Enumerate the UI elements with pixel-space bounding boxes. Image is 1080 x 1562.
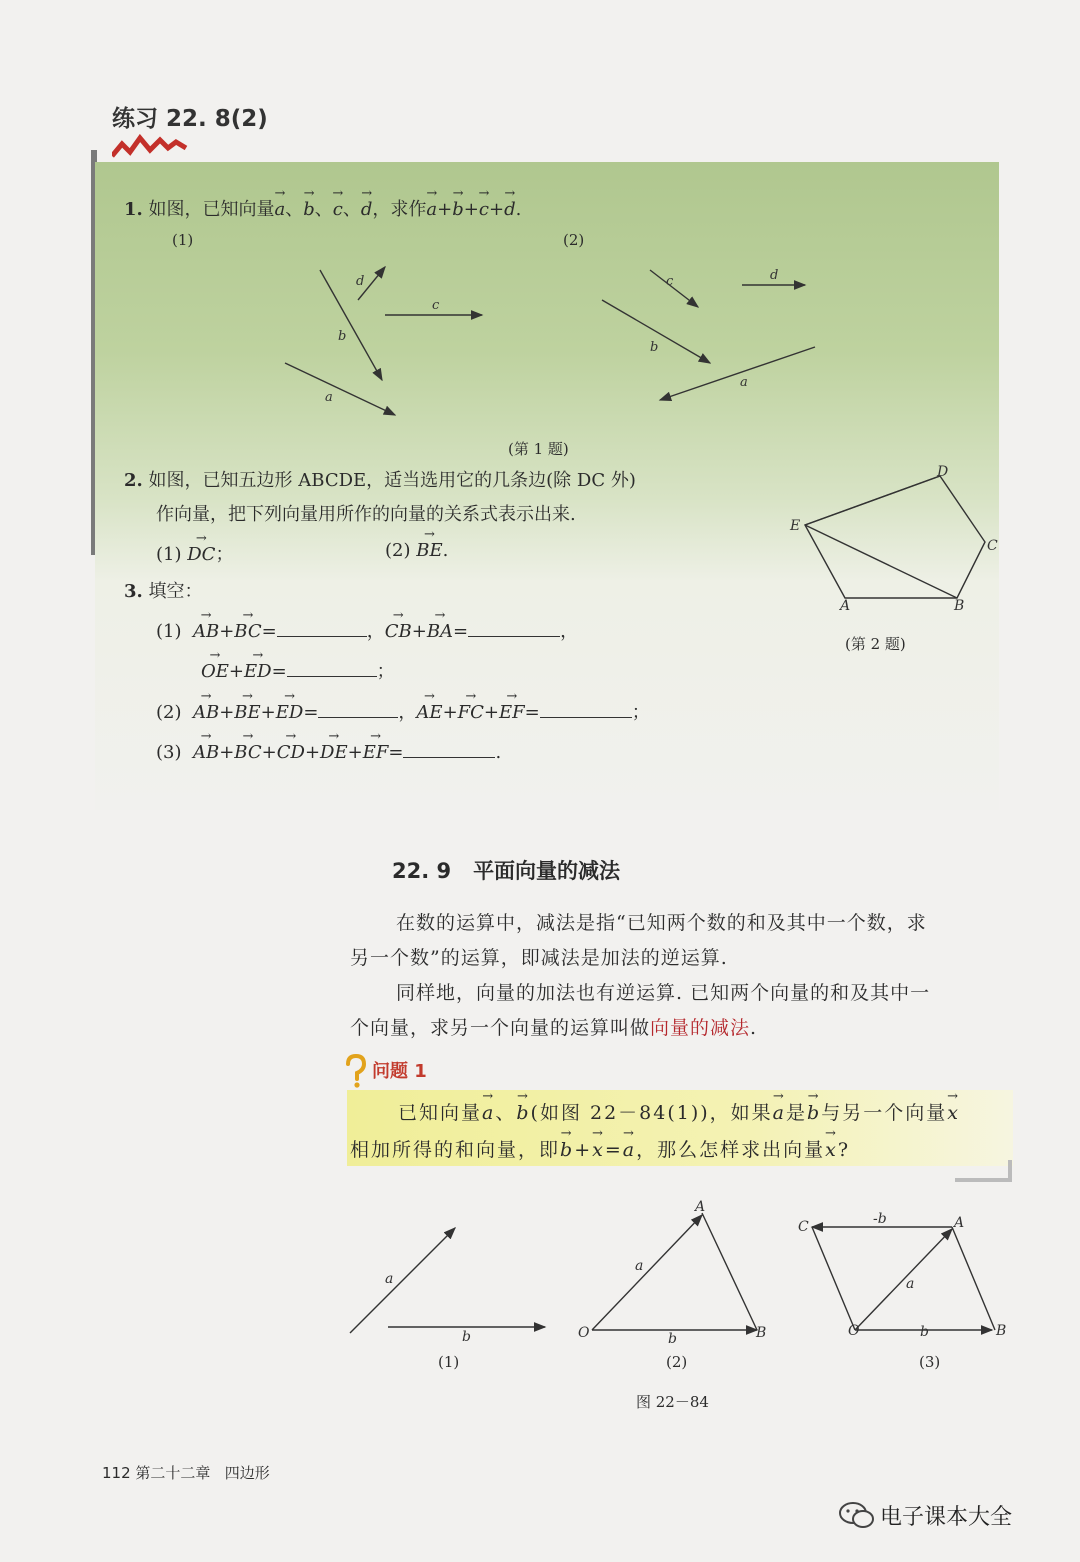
blank-4[interactable] — [318, 699, 398, 718]
vec-a: → a — [275, 199, 286, 220]
fig84-1-label-a: a — [385, 1271, 394, 1287]
blank-5[interactable] — [540, 699, 632, 718]
q2-item2: (2) → BE. — [385, 540, 448, 561]
blank-6[interactable] — [403, 739, 495, 758]
fig84-sub1: (1) — [438, 1353, 460, 1371]
fig84-2-label-o: O — [578, 1325, 590, 1341]
para2-line2: 个向量，求另一个向量的运算叫做向量的减法. — [350, 1017, 758, 1039]
vec-b: → b — [303, 199, 315, 220]
fig84-3-label-b: b — [920, 1324, 929, 1340]
q1-number: 1. — [124, 199, 143, 220]
q2-line1: 2. 如图，已知五边形 ABCDE，适当选用它的几条边(除 DC 外) — [124, 470, 636, 491]
corner-bracket — [955, 1160, 1015, 1188]
fig84-sub2: (2) — [666, 1353, 688, 1371]
section-heading — [392, 855, 620, 885]
pent-label-e: E — [790, 518, 801, 534]
q1-text: 1. 如图，已知向量→ a、→ b、→ c、→ d，求作→ a+→ b+→ c+→ d. — [124, 195, 521, 221]
section-title: 平面向量的减法 — [473, 859, 621, 883]
fig1-label-d: d — [356, 274, 365, 289]
fig84-3-label-o: O — [848, 1323, 860, 1339]
fig1-label-c: c — [432, 298, 440, 313]
key-term: 向量的减法 — [650, 1017, 751, 1039]
q3-line2: (2) → AB+→ BE+→ ED= ，→ AE+→ FC+→ EF= ； — [156, 698, 650, 724]
fig1-label-a: a — [325, 390, 333, 405]
blank-1[interactable] — [277, 618, 367, 637]
section-number: 22. 9 — [392, 859, 452, 883]
fig2-label-a: a — [740, 375, 748, 390]
pentagon-figure — [785, 460, 1005, 620]
figure-22-84 — [340, 1195, 1020, 1375]
fig1-label-b: b — [338, 329, 347, 344]
q3-title: 3. 填空： — [124, 581, 203, 602]
fig84-sub3: (3) — [919, 1353, 941, 1371]
vec-c: → c — [333, 199, 343, 220]
pent-label-d: D — [937, 464, 949, 480]
chapter-title: 四边形 — [224, 1464, 270, 1482]
blank-2[interactable] — [468, 618, 560, 637]
q2-item1: (1) → DC； — [156, 540, 233, 566]
fig2-label-b: b — [650, 340, 659, 355]
exercise-title: 练习 22. 8(2) — [112, 106, 268, 132]
problem-line1: 已知向量→ a、→ b(如图 22－84(1))，如果→ a是→ b与另一个向量→ x — [398, 1098, 960, 1125]
fig84-caption: 图 22－84 — [636, 1393, 709, 1411]
para1-line1: 在数的运算中，减法是指“已知两个数的和及其中一个数，求 — [396, 912, 927, 934]
page-number: 112 — [102, 1464, 131, 1482]
problem-line2: 相加所得的和向量，即→ b+→ x=→ a，那么怎样求出向量→ x? — [350, 1135, 850, 1162]
q1-sub2-label: (2) — [563, 231, 585, 249]
wechat-icon — [838, 1500, 876, 1530]
pent-label-a: A — [840, 598, 851, 614]
watermark-text: 电子课本大全 — [880, 1505, 1013, 1530]
vec-d: → d — [361, 199, 373, 220]
fig84-2-label-a-point: A — [695, 1199, 706, 1215]
fig2-vector-c — [650, 270, 698, 307]
q1-vector-figures — [270, 255, 840, 430]
fig84-3-label-neg-b: -b — [873, 1211, 887, 1227]
fig84-3-label-a: a — [906, 1276, 915, 1292]
q3-line1: (1) → AB+→ BC= ，→ CB+→ BA= ， — [156, 617, 578, 643]
fig2-label-d: d — [770, 268, 779, 283]
q3-line3: (3) → AB+→ BC+→ CD+→ DE+→ EF= . — [156, 739, 501, 763]
fig2-label-c: c — [666, 274, 674, 289]
pent-label-b: B — [954, 598, 965, 614]
fig84-3-label-b-point: B — [996, 1323, 1007, 1339]
q2-line2: 作向量，把下列向量用所作的向量的关系式表示出来. — [156, 504, 576, 525]
para2-line1: 同样地，向量的加法也有逆运算. 已知两个向量的和及其中一 — [396, 982, 931, 1004]
q3-line1b: → OE+→ ED= ； — [201, 657, 395, 683]
fig1-vector-a — [285, 363, 395, 415]
fig84-3-label-a-point: A — [954, 1215, 965, 1231]
fig1-vector-b — [320, 270, 382, 380]
para1-line2: 另一个数”的运算，即减法是加法的逆运算. — [350, 947, 728, 969]
pent-label-c: C — [987, 538, 998, 554]
fig84-2-label-b-point: B — [756, 1325, 767, 1341]
q1-caption: (第 1 题) — [508, 440, 569, 458]
fig2-vector-a — [660, 347, 815, 400]
zigzag-decoration — [112, 134, 192, 160]
fig84-3-label-c-point: C — [798, 1219, 809, 1235]
problem-label: 问题 1 — [372, 1061, 427, 1082]
fig84-2-label-a: a — [635, 1258, 644, 1274]
fig84-1-label-b: b — [462, 1329, 471, 1345]
question-mark-icon — [343, 1054, 369, 1090]
blank-3[interactable] — [287, 658, 377, 677]
q1-sub1-label: (1) — [172, 231, 194, 249]
fig84-2-label-b: b — [668, 1331, 677, 1347]
q2-caption: (第 2 题) — [845, 635, 906, 653]
chapter-number: 第二十二章 — [135, 1464, 211, 1482]
page-footer — [102, 1462, 270, 1483]
